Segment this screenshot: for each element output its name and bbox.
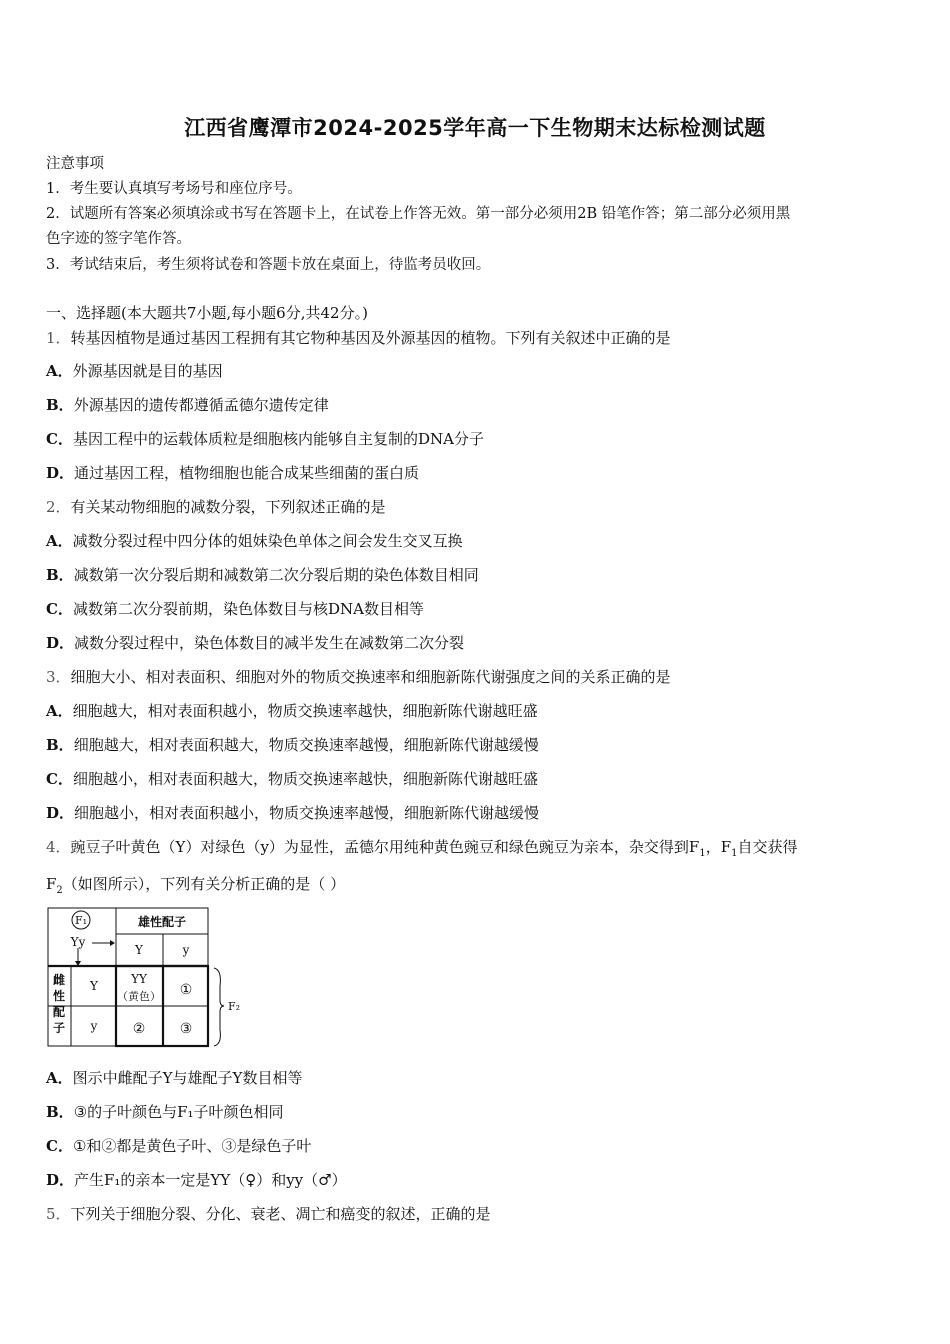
question-2-option-a: A．减数分裂过程中四分体的姐妹染色单体之间会发生交叉互换 xyxy=(46,532,463,550)
question-number: 5． xyxy=(46,1205,71,1223)
question-3-option-a: A．细胞越大，相对表面积越小，物质交换速率越快，细胞新陈代谢越旺盛 xyxy=(46,702,538,720)
question-1-stem: 1．转基因植物是通过基因工程拥有其它物种基因及外源基因的植物。下列有关叙述中正确的是 xyxy=(46,329,671,347)
f1-label: F₁ xyxy=(74,914,88,927)
page-title: 江西省鹰潭市2024-2025学年高一下生物期末达标检测试题 xyxy=(184,116,766,140)
parent-genotype: Yy xyxy=(70,935,86,949)
arrow-right-head xyxy=(110,940,115,946)
female-gamete-header-char: 子 xyxy=(52,1021,66,1035)
question-3-option-c: C．细胞越小，相对表面积越大，物质交换速率越快，细胞新陈代谢越旺盛 xyxy=(46,770,538,788)
female-gamete-header-char: 配 xyxy=(52,1005,66,1019)
notice-item-3: 3．考试结束后，考生须将试卷和答题卡放在桌面上，待监考员收回。 xyxy=(46,257,491,273)
question-3-stem: 3．细胞大小、相对表面积、细胞对外的物质交换速率和细胞新陈代谢强度之间的关系正确的是 xyxy=(46,668,671,686)
question-4-option-c: C．①和②都是黄色子叶、③是绿色子叶 xyxy=(46,1137,312,1155)
cell-YY: YY xyxy=(131,972,147,986)
question-2-option-d: D．减数分裂过程中，染色体数目的减半发生在减数第二次分裂 xyxy=(46,634,465,652)
notice-heading: 注意事项 xyxy=(46,156,104,172)
notice-item-2: 2．试题所有答案必须填涂或书写在答题卡上，在试卷上作答无效。第一部分必须用2B 铅笔作答；第二部分必须用黑 xyxy=(46,206,791,222)
question-4-option-a: A．图示中雌配子Y与雄配子Y数目相等 xyxy=(46,1069,303,1087)
question-4-option-d: D．产生F₁的亲本一定是YY（♀）和yy（♂） xyxy=(46,1171,347,1189)
question-4-stem-line2: $F_2$（如图所示），下列有关分析正确的是（ ） xyxy=(46,875,346,896)
female-gamete-header-char: 性 xyxy=(52,989,66,1003)
question-2-stem: 2．有关某动物细胞的减数分裂，下列叙述正确的是 xyxy=(46,498,386,516)
male-gamete-y: y xyxy=(182,943,190,957)
question-3-option-b: B．细胞越大，相对表面积越大，物质交换速率越慢，细胞新陈代谢越缓慢 xyxy=(46,736,539,754)
question-1-option-b: B．外源基因的遗传都遵循孟德尔遗传定律 xyxy=(46,396,329,414)
female-gamete-Y: Y xyxy=(90,979,98,993)
cell-2: ② xyxy=(132,1021,146,1037)
question-1-option-a: A．外源基因就是目的基因 xyxy=(46,362,223,380)
female-gamete-header-char: 雌 xyxy=(52,973,66,987)
question-4-stem-line1: 4．豌豆子叶黄色（Y）对绿色（y）为显性，孟德尔用纯种黄色豌豆和绿色豌豆为亲本，杂交得到$F_1$，$F_1$自交获得 xyxy=(46,838,798,859)
cell-1: ① xyxy=(179,982,193,998)
cell-YY-note: （黄色） xyxy=(117,990,161,1003)
question-5-stem: 5．下列关于细胞分裂、分化、衰老、凋亡和癌变的叙述，正确的是 xyxy=(46,1205,491,1223)
question-1-option-c: C．基因工程中的运载体质粒是细胞核内能够自主复制的DNA分子 xyxy=(46,430,484,448)
f2-brace xyxy=(214,968,224,1046)
section-heading: 一、选择题(本大题共7小题,每小题6分,共42分。) xyxy=(46,304,368,322)
notice-item-1: 1．考生要认真填写考场号和座位序号。 xyxy=(46,181,302,197)
male-gamete-header: 雄性配子 xyxy=(137,915,187,929)
question-2-option-b: B．减数第一次分裂后期和减数第二次分裂后期的染色体数目相同 xyxy=(46,566,479,584)
question-1-option-d: D．通过基因工程，植物细胞也能合成某些细菌的蛋白质 xyxy=(46,464,420,482)
question-2-option-c: C．减数第二次分裂前期，染色体数目与核DNA数目相等 xyxy=(46,600,424,618)
notice-item-2-cont: 色字迹的签字笔作答。 xyxy=(46,231,191,247)
female-gamete-y: y xyxy=(90,1019,98,1033)
question-number: 4． xyxy=(46,838,71,856)
question-3-option-d: D．细胞越小，相对表面积越小，物质交换速率越慢，细胞新陈代谢越缓慢 xyxy=(46,804,540,822)
question-4-option-b: B．③的子叶颜色与F₁子叶颜色相同 xyxy=(46,1103,284,1121)
female-gamete-header xyxy=(52,972,65,1035)
punnett-square-figure xyxy=(46,906,246,1048)
question-number: 1． xyxy=(46,329,71,347)
question-number: 2． xyxy=(46,498,71,516)
male-gamete-Y: Y xyxy=(135,943,143,957)
cell-3: ③ xyxy=(179,1021,193,1037)
f2-label: F₂ xyxy=(227,1000,241,1013)
question-number: 3． xyxy=(46,668,71,686)
